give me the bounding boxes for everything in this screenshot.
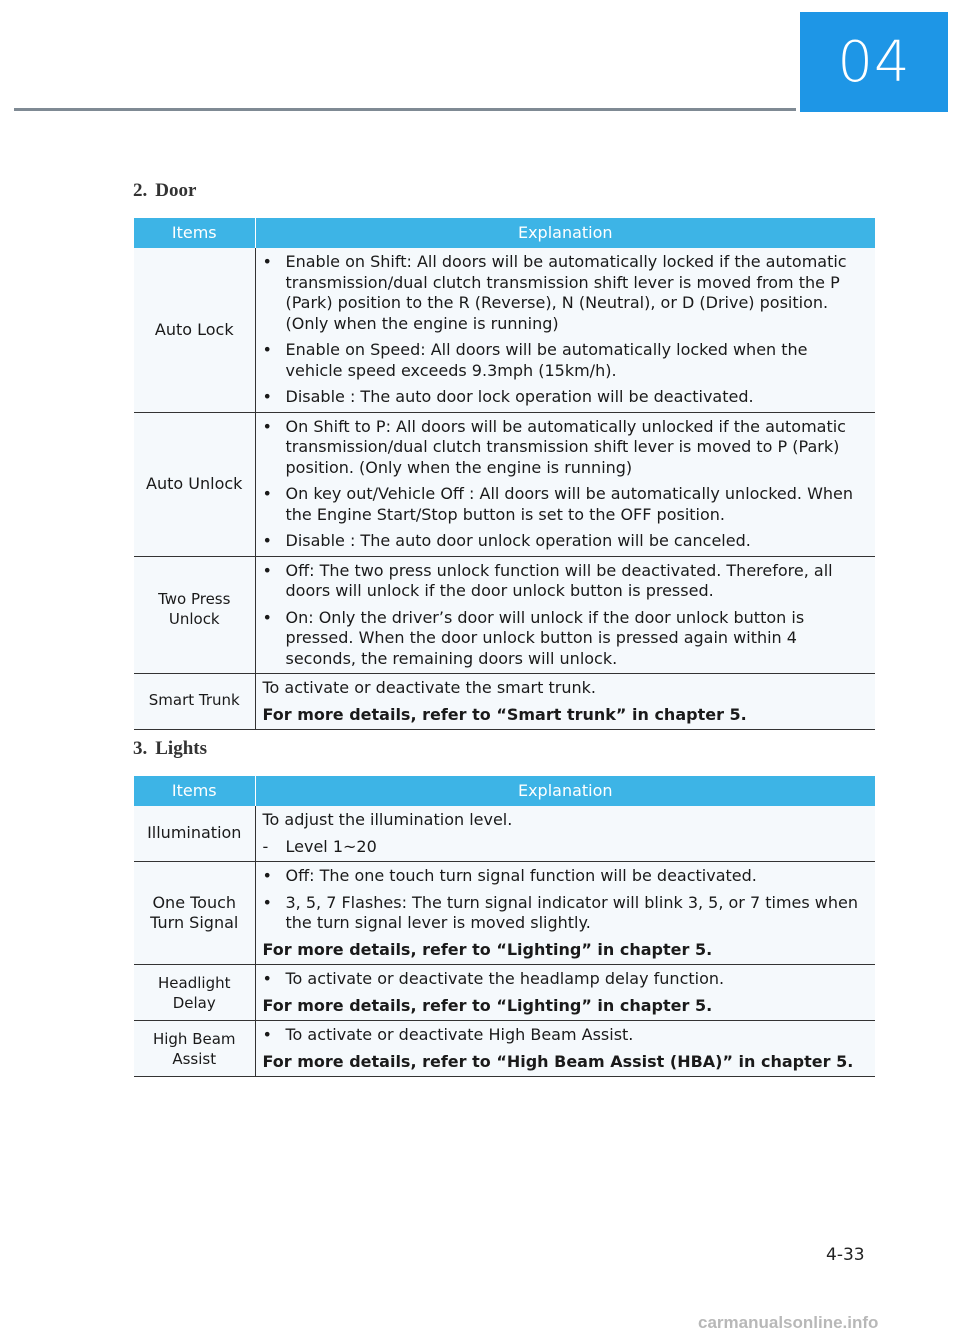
bullet-item: • On: Only the driver’s door will unlock if the door unlock button is pressed. When the door unlock button is pressed again within 4 seconds, the remaining doors will unlock.: [262, 607, 805, 668]
bullet-item: • Enable on Speed: All doors will be automatically locked when the vehicle speed exceeds 9.3mph (15km/h).: [262, 340, 808, 380]
table-row: [134, 248, 875, 412]
item-cell: Two Press Unlock: [134, 556, 255, 674]
bullet-icon: •: [262, 252, 272, 271]
dash-icon: -: [262, 836, 269, 856]
item-cell: Illumination: [134, 806, 255, 862]
explanation-text: To adjust the illumination level.: [262, 810, 513, 829]
bullet-item: • To activate or deactivate High Beam Assist.: [262, 1025, 634, 1044]
bullet-item: • Off: The two press unlock function will be deactivated. Therefore, all doors will unlock if the door unlock button is pressed.: [262, 560, 833, 600]
table-row: [134, 674, 875, 730]
table-row: [134, 806, 875, 862]
door-table: [134, 218, 875, 730]
explanation-cell: [255, 1021, 875, 1077]
explanation-cell: [255, 412, 875, 556]
header-items: Items: [134, 218, 255, 248]
bullet-item: • On Shift to P: All doors will be automatically unlocked if the automatic transmission/dual clutch transmission shift lever is moved to P (Park) position. (Only when the engine is running): [262, 416, 846, 477]
reference-note: For more details, refer to “High Beam Assist (HBA)” in chapter 5.: [262, 1051, 854, 1071]
bullet-icon: •: [262, 892, 272, 912]
header-explanation: Explanation: [255, 776, 875, 806]
bullet-icon: •: [262, 531, 272, 550]
bullet-item: • 3, 5, 7 Flashes: The turn signal indicator will blink 3, 5, or 7 times when the turn signal lever is moved slightly.: [262, 892, 859, 932]
explanation-cell: [255, 862, 875, 965]
reference-note: For more details, refer to “Lighting” in chapter 5.: [262, 939, 713, 959]
bullet-item: • Disable : The auto door lock operation will be deactivated.: [262, 387, 754, 406]
bullet-icon: •: [262, 340, 272, 359]
bullet-item: • Disable : The auto door unlock operation will be canceled.: [262, 531, 751, 550]
lights-table: [134, 776, 875, 1077]
explanation-cell: [255, 965, 875, 1021]
bullet-icon: •: [262, 560, 272, 580]
item-cell: Auto Lock: [134, 248, 255, 412]
section-number: 3.: [133, 738, 148, 759]
item-cell: Auto Unlock: [134, 412, 255, 556]
bullet-icon: •: [262, 1025, 272, 1044]
bullet-icon: •: [262, 866, 272, 885]
table-row: [134, 412, 875, 556]
section-title: Lights: [155, 738, 207, 759]
explanation-cell: [255, 674, 875, 730]
section-heading-lights: [133, 738, 207, 760]
header-items: Items: [134, 776, 255, 806]
table-row: [134, 1021, 875, 1077]
bullet-icon: •: [262, 969, 272, 988]
table-header-row: [134, 776, 875, 806]
item-cell: High Beam Assist: [134, 1021, 255, 1077]
table-header-row: [134, 218, 875, 248]
bullet-icon: •: [262, 484, 272, 503]
explanation-text: To activate or deactivate the smart trunk.: [262, 678, 596, 697]
table-row: [134, 556, 875, 674]
explanation-cell: [255, 806, 875, 862]
table-row: [134, 965, 875, 1021]
bullet-item: • Enable on Shift: All doors will be automatically locked if the automatic transmission/dual clutch transmission shift lever is moved from the P (Park) position to the R (Reverse), N (Neutral), or D (Drive) position. (Only when the engine is running): [262, 252, 847, 333]
section-title: Door: [155, 180, 197, 201]
watermark: carmanualsonline.info: [698, 1313, 879, 1332]
section-heading-door: [133, 180, 196, 202]
bullet-item: • On key out/Vehicle Off : All doors will be automatically unlocked. When the Engine Start/Stop button is set to the OFF position.: [262, 484, 854, 524]
page-number: 4-33: [826, 1245, 865, 1265]
bullet-item: • Off: The one touch turn signal function will be deactivated.: [262, 866, 757, 885]
explanation-cell: [255, 556, 875, 674]
chapter-tab: 04: [800, 12, 948, 112]
reference-note: For more details, refer to “Smart trunk” in chapter 5.: [262, 704, 747, 724]
item-cell: Smart Trunk: [134, 674, 255, 730]
header-explanation: Explanation: [255, 218, 875, 248]
bullet-icon: •: [262, 607, 272, 627]
table-row: [134, 862, 875, 965]
explanation-cell: [255, 248, 875, 412]
bullet-item: • To activate or deactivate the headlamp delay function.: [262, 969, 725, 988]
item-cell: Headlight Delay: [134, 965, 255, 1021]
bullet-icon: •: [262, 416, 272, 436]
section-number: 2.: [133, 180, 148, 201]
item-cell: One Touch Turn Signal: [134, 862, 255, 965]
reference-note: For more details, refer to “Lighting” in chapter 5.: [262, 995, 713, 1015]
dash-item: - Level 1~20: [262, 836, 377, 856]
top-rule: [14, 108, 796, 111]
bullet-icon: •: [262, 387, 272, 406]
